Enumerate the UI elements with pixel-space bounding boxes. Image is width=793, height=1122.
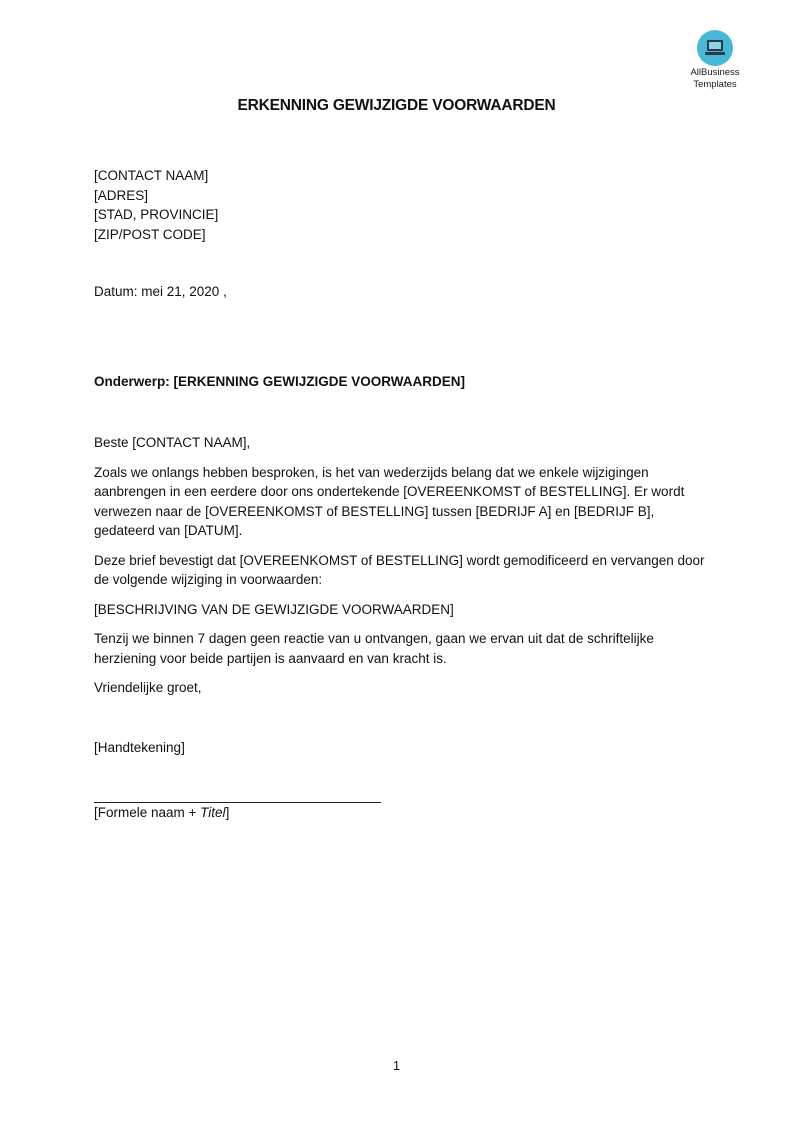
address-line-zip: [ZIP/POST CODE]	[94, 226, 206, 242]
allbusiness-logo	[680, 30, 750, 90]
signature-placeholder: [Handtekening]	[94, 740, 185, 755]
paragraph-reference: Zoals we onlangs hebben besproken, is het van wederzijds belang dat we enkele wijzigingen aanbrengen in een eerdere door ons ondertekende [OVEREENKOMST of BESTELLING]. Er wordt verwezen naar de [OVEREENKOMST of BESTELLING] tussen [BEDRIJF A] en [BEDRIJF B], gedateerd van [DATUM].	[94, 464, 685, 538]
closing: Vriendelijke groet,	[94, 680, 202, 695]
paragraph-response: Tenzij we binnen 7 dagen geen reactie van u ontvangen, gaan we ervan uit dat de schriftelijke herziening voor beide partijen is aanvaard en van kracht is.	[94, 631, 654, 666]
formal-name-suffix: ]	[225, 805, 230, 820]
formal-name-line	[94, 805, 229, 820]
address-line-contact: [CONTACT NAAM]	[94, 168, 209, 183]
salutation: Beste [CONTACT NAAM],	[94, 435, 251, 450]
paragraph-description: [BESCHRIJVING VAN DE GEWIJZIGDE VOORWAARDEN]	[94, 601, 454, 617]
address-block	[94, 166, 218, 244]
formal-name-prefix: [Formele naam +	[94, 805, 201, 820]
paragraph-confirmation: Deze brief bevestigt dat [OVEREENKOMST of BESTELLING] wordt gemodificeerd en vervangen door de volgende wijziging in voorwaarden:	[94, 552, 705, 587]
formal-name-title: Titel	[200, 805, 226, 820]
logo-text-line2: Templates	[693, 79, 737, 90]
address-line-street: [ADRES]	[94, 187, 149, 203]
page-number: 1	[392, 1058, 401, 1073]
laptop-icon	[697, 30, 733, 66]
date-line: Datum: mei 21, 2020 ,	[94, 284, 227, 299]
letter-body	[94, 433, 706, 708]
document-title: ERKENNING GEWIJZIGDE VOORWAARDEN	[237, 97, 556, 114]
subject-line: Onderwerp: [ERKENNING GEWIJZIGDE VOORWAARDEN]	[94, 374, 466, 389]
address-line-city: [STAD, PROVINCIE]	[94, 207, 219, 222]
signature-rule	[94, 802, 381, 803]
logo-text-line1: AllBusiness	[690, 67, 740, 78]
